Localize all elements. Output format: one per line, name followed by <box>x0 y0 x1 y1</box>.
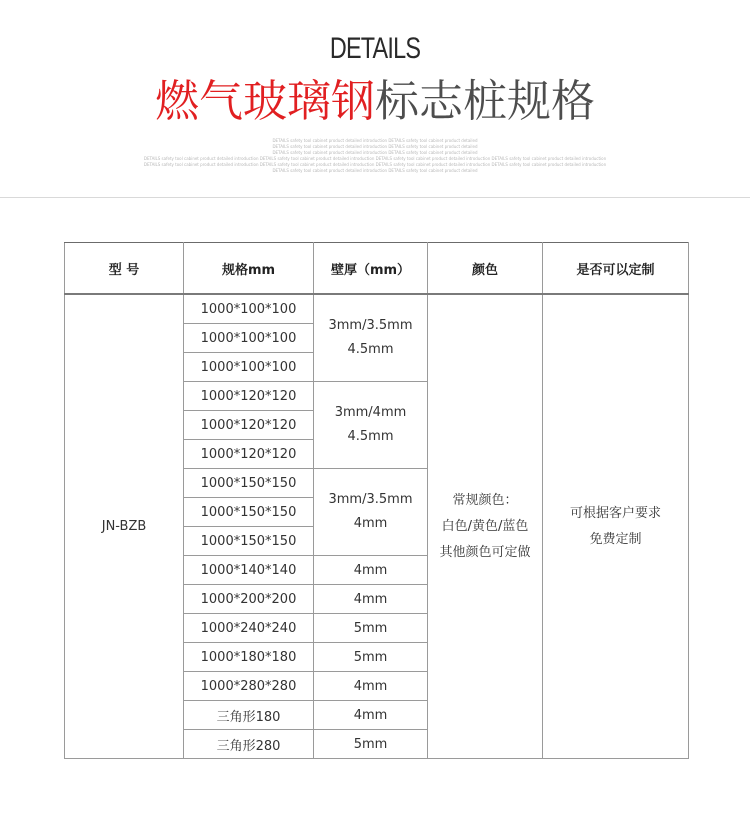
spec-cell: 三角形180 <box>184 701 314 730</box>
spec-cell: 1000*100*100 <box>184 294 314 324</box>
thickness-line: 3mm/4mm <box>334 405 407 420</box>
thickness-line: 4mm <box>353 516 388 531</box>
spec-cell: 1000*280*280 <box>184 672 314 701</box>
fine-print-line: DETAILS safety tool cabinet product detailed introduction DETAILS safety tool cabinet product detailed <box>272 168 478 173</box>
spec-cell: 1000*120*120 <box>184 382 314 411</box>
fine-print-line: DETAILS safety tool cabinet product detailed introduction DETAILS safety tool cabinet product detailed <box>272 150 478 155</box>
thickness-line: 4.5mm <box>347 429 394 444</box>
header-color: 颜色 <box>428 243 543 295</box>
thickness-cell: 4mm <box>314 556 428 585</box>
thickness-cell <box>314 382 428 469</box>
fine-print-line: DETAILS safety tool cabinet product detailed introduction DETAILS safety tool cabinet product detailed introduction DETAILS safety tool cabinet product detailed introduction DETAILS safety tool cabinet product detailed introduction <box>143 162 607 167</box>
color-line: 白色/黄色/蓝色 <box>441 518 529 534</box>
thickness-cell: 5mm <box>314 614 428 643</box>
header-custom: 是否可以定制 <box>543 243 689 295</box>
spec-cell: 1000*150*150 <box>184 469 314 498</box>
spec-cell: 1000*240*240 <box>184 614 314 643</box>
header-thickness: 壁厚（mm） <box>314 243 428 295</box>
spec-cell: 1000*120*120 <box>184 440 314 469</box>
custom-cell <box>543 294 689 759</box>
thickness-cell: 4mm <box>314 701 428 730</box>
page-title <box>0 76 750 128</box>
header <box>0 0 750 198</box>
header-model: 型 号 <box>65 243 184 295</box>
header-divider <box>0 197 750 198</box>
model-cell: JN-BZB <box>65 294 184 759</box>
table-row <box>65 294 689 324</box>
thickness-line: 3mm/3.5mm <box>328 318 413 333</box>
spec-cell: 1000*120*120 <box>184 411 314 440</box>
spec-cell: 1000*140*140 <box>184 556 314 585</box>
spec-cell: 1000*150*150 <box>184 498 314 527</box>
spec-cell: 三角形280 <box>184 730 314 759</box>
title-red: 燃气玻璃钢 <box>155 76 375 127</box>
spec-cell: 1000*200*200 <box>184 585 314 614</box>
thickness-cell <box>314 469 428 556</box>
header-spec: 规格mm <box>184 243 314 295</box>
thickness-cell <box>314 294 428 382</box>
thickness-cell: 5mm <box>314 730 428 759</box>
details-heading: DETAILS <box>329 32 421 65</box>
spec-table <box>64 242 689 759</box>
thickness-line: 3mm/3.5mm <box>328 492 413 507</box>
color-cell <box>428 294 543 759</box>
custom-line: 可根据客户要求 <box>569 505 661 521</box>
spec-cell: 1000*150*150 <box>184 527 314 556</box>
spec-cell: 1000*180*180 <box>184 643 314 672</box>
spec-cell: 1000*100*100 <box>184 324 314 353</box>
thickness-cell: 4mm <box>314 672 428 701</box>
thickness-line: 4.5mm <box>347 342 394 357</box>
title-gray: 标志桩规格 <box>375 76 595 127</box>
table-header-row <box>65 243 689 295</box>
color-line: 常规颜色： <box>452 492 518 508</box>
fine-print-line: DETAILS safety tool cabinet product detailed introduction DETAILS safety tool cabinet product detailed introduction DETAILS safety tool cabinet product detailed introduction DETAILS safety tool cabinet product detailed introduction <box>143 156 607 161</box>
fine-print-line: DETAILS safety tool cabinet product detailed introduction DETAILS safety tool cabinet product detailed <box>272 138 478 143</box>
color-line: 其他颜色可定做 <box>439 544 531 560</box>
thickness-cell: 4mm <box>314 585 428 614</box>
fine-print-line: DETAILS safety tool cabinet product detailed introduction DETAILS safety tool cabinet product detailed <box>272 144 478 149</box>
custom-line: 免费定制 <box>589 531 642 547</box>
spec-cell: 1000*100*100 <box>184 353 314 382</box>
thickness-cell: 5mm <box>314 643 428 672</box>
